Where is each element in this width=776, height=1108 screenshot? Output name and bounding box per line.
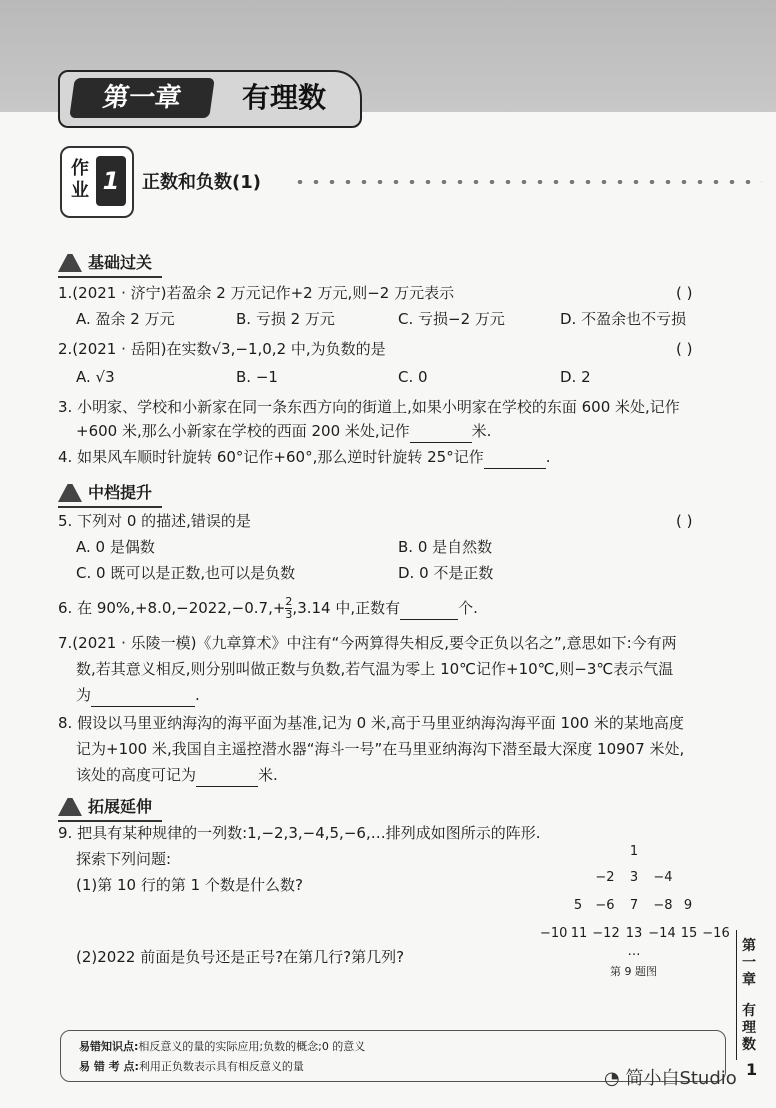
q5-option-d: D. 0 不是正数 [398, 564, 494, 582]
section-extend: 拓展延伸 [58, 794, 162, 822]
q2-option-c: C. 0 [398, 368, 428, 386]
q2-answer-paren[interactable]: ( ) [676, 340, 693, 358]
figure-caption: 第 9 题图 [610, 965, 657, 978]
q1-answer-paren[interactable]: ( ) [676, 284, 693, 302]
pyramid-ellipsis: … [627, 944, 641, 959]
section-middle: 中档提升 [58, 480, 162, 508]
q4-blank[interactable] [484, 446, 546, 469]
homework-badge [60, 146, 134, 218]
q9-explore: 探索下列问题: [76, 850, 172, 868]
q1-stem: 1.(2021 · 济宁)若盈余 2 万元记作+2 万元,则−2 万元表示 [58, 284, 455, 302]
q5-option-c: C. 0 既可以是正数,也可以是负数 [76, 564, 296, 582]
q9-stem: 9. 把具有某种规律的一列数:1,−2,3,−4,5,−6,…排列成如图所示的阵形. [58, 824, 541, 842]
pyramid-cell: 5 [573, 898, 583, 913]
q8-line1: 8. 假设以马里亚纳海沟的海平面为基准,记为 0 米,高于马里亚纳海沟海平面 100 米的某地高度 [58, 714, 684, 732]
q7-blank[interactable] [91, 684, 195, 707]
pyramid-cell: 15 [680, 926, 698, 941]
q9-sub2: (2)2022 前面是负号还是正号?在第几行?第几列? [76, 948, 405, 966]
pyramid-cell: 9 [683, 898, 693, 913]
q7-line2: 数,若其意义相反,则分别叫做正数与负数,若气温为零上 10℃记作+10℃,则−3℃表示气温 [76, 660, 674, 678]
q5-option-b: B. 0 是自然数 [398, 538, 493, 556]
q9-sub1: (1)第 10 行的第 1 个数是什么数? [76, 876, 303, 894]
q5-option-a: A. 0 是偶数 [76, 538, 155, 556]
q7-line3: 为 . [76, 684, 200, 707]
q2-option-b: B. −1 [236, 368, 278, 386]
pyramid-cell: 7 [629, 898, 639, 913]
homework-number: 1 [96, 156, 126, 206]
q6-fraction: $\frac{2}{3}$ [285, 595, 293, 621]
side-chapter-marker: 第一章 有理数 [742, 938, 756, 1053]
q8-blank[interactable] [196, 764, 258, 787]
q5-stem: 5. 下列对 0 的描述,错误的是 [58, 512, 251, 530]
pyramid-cell: −8 [653, 898, 673, 913]
pyramid-cell: 11 [570, 926, 588, 941]
pyramid-cell: −2 [595, 870, 615, 885]
q1-option-b: B. 亏损 2 万元 [236, 310, 335, 328]
page-number: 1 [746, 1060, 758, 1079]
q3-line2: +600 米,那么小新家在学校的西面 200 米处,记作 米. [76, 420, 491, 443]
pyramid-cell: −6 [595, 898, 615, 913]
q1-option-d: D. 不盈余也不亏损 [560, 310, 687, 328]
q3-blank[interactable] [410, 420, 472, 443]
q4-stem: 4. 如果风车顺时针旋转 60°记作+60°,那么逆时针旋转 25°记作 . [58, 446, 551, 469]
stars-icon [58, 798, 82, 816]
q1-option-c: C. 亏损−2 万元 [398, 310, 505, 328]
q1-option-a: A. 盈余 2 万元 [76, 310, 175, 328]
q5-answer-paren[interactable]: ( ) [676, 512, 693, 530]
mountain-icon [58, 254, 82, 272]
homework-label: 作业 [71, 158, 89, 201]
pyramid-cell: 13 [625, 926, 643, 941]
dotted-divider [292, 180, 762, 184]
pyramid-cell: −4 [653, 870, 673, 885]
lesson-title: 正数和负数(1) [142, 172, 261, 193]
pyramid-cell: −12 [592, 926, 620, 941]
pyramid-cell: 1 [629, 844, 639, 859]
chapter-title: 有理数 [241, 81, 326, 114]
pyramid-cell: −10 [540, 926, 568, 941]
q2-option-d: D. 2 [560, 368, 591, 386]
q8-line2: 记为+100 米,我国自主遥控潜水器“海斗一号”在马里亚纳海沟下潜至最大深度 10907 米处, [76, 740, 685, 758]
chapter-banner [58, 70, 362, 128]
q8-line3: 该处的高度可记为 米. [76, 764, 278, 787]
watermark: ◔ 简小白Studio [604, 1068, 737, 1089]
pyramid-cell: −16 [702, 926, 730, 941]
wechat-icon: ◔ [604, 1068, 620, 1089]
q2-option-a: A. √3 [76, 368, 115, 386]
q6-stem: 6. 在 90%,+8.0,−2022,−0.7,+ $\frac{2}{3}$ ,3.14 中,正数有 个. [58, 595, 478, 621]
stairs-icon [58, 484, 82, 502]
section-basic: 基础过关 [58, 250, 162, 278]
note-line-2: 易 错 考 点:利用正负数表示具有相反意义的量 [79, 1060, 304, 1073]
pyramid-cell: 3 [629, 870, 639, 885]
q7-line1: 7.(2021 · 乐陵一模)《九章算术》中注有“今两算得失相反,要令正负以名之”,意思如下:今有两 [58, 634, 677, 652]
side-divider [736, 930, 737, 1060]
note-line-1: 易错知识点:相反意义的量的实际应用;负数的概念;0 的意义 [79, 1040, 366, 1053]
chapter-label: 第一章 [69, 78, 215, 118]
pyramid-cell: −14 [648, 926, 676, 941]
q3-line1: 3. 小明家、学校和小新家在同一条东西方向的街道上,如果小明家在学校的东面 600 米处,记作 [58, 398, 680, 416]
q2-stem: 2.(2021 · 岳阳)在实数√3,−1,0,2 中,为负数的是 [58, 340, 386, 358]
q6-blank[interactable] [400, 597, 458, 620]
